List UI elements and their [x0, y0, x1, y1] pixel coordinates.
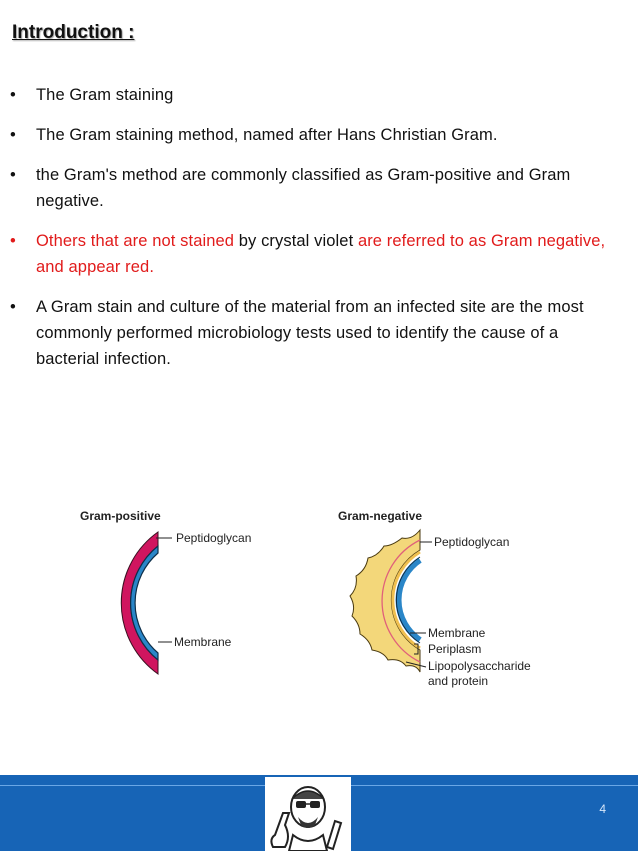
gram-negative-label-membrane: Membrane [428, 626, 486, 640]
bullet-text: The Gram staining [36, 86, 174, 104]
gram-negative-label-protein: and protein [428, 674, 489, 688]
slide-title: Introduction : [12, 22, 135, 43]
bullet-text: A Gram stain and culture of the material from an infected site are the most commonly performed microbiology tests used to identify the cause of a bacterial infection. [36, 298, 584, 368]
scientist-logo-icon [265, 777, 351, 851]
bullet-dot: • [10, 86, 16, 104]
gram-negative-label-lps: Lipopolysaccharide [428, 659, 531, 673]
bullet-text-red: Others that are not stained [36, 232, 235, 250]
gram-negative-title: Gram-negative [338, 509, 423, 523]
gram-positive-label-peptidoglycan: Peptidoglycan [176, 531, 252, 545]
bullet-text-red: are referred to as Gram negative, and appear red. [36, 232, 606, 276]
gram-negative-panel [338, 509, 531, 688]
bullet-text: by crystal violet [234, 232, 358, 250]
bullet-text: the Gram's method are commonly classified as Gram-positive and Gram negative. [36, 166, 571, 210]
bullet-dot: • [10, 232, 16, 250]
bullet-dot: • [10, 126, 16, 144]
bullet-list [10, 82, 610, 386]
gram-negative-label-peptidoglycan: Peptidoglycan [434, 535, 510, 549]
bullet-text: The Gram staining method, named after Hans Christian Gram. [36, 126, 498, 144]
bullet-item [10, 122, 610, 148]
bullet-dot: • [10, 298, 16, 316]
bullet-item [10, 294, 610, 372]
gram-positive-panel [80, 509, 251, 674]
bullet-dot: • [10, 166, 16, 184]
gram-negative-label-periplasm: Periplasm [428, 642, 482, 656]
cell-wall-diagram [70, 500, 580, 705]
gram-positive-title: Gram-positive [80, 509, 161, 523]
bullet-item [10, 82, 610, 108]
page-number: 4 [599, 802, 606, 816]
bullet-item [10, 162, 610, 214]
footer-bar [0, 775, 638, 851]
gram-positive-label-membrane: Membrane [174, 635, 232, 649]
bullet-item [10, 228, 610, 280]
gram-negative-outer-membrane [350, 530, 420, 672]
